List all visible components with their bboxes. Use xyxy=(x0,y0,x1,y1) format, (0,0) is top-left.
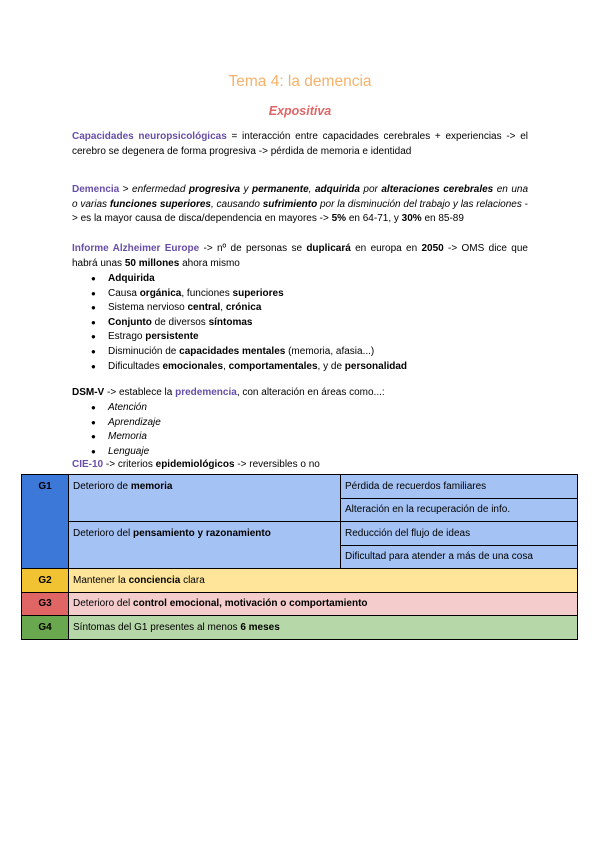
text: Adquirida xyxy=(108,273,155,284)
table-cell: Alteración en la recuperación de info. xyxy=(341,498,578,522)
text: pensamiento y razonamiento xyxy=(133,528,271,539)
table-cell xyxy=(69,475,341,522)
group-label-g3: G3 xyxy=(22,592,69,616)
list-item: ● Memoria xyxy=(72,430,528,445)
table-cell xyxy=(69,522,341,569)
text: Dificultades xyxy=(108,360,163,372)
areas-list xyxy=(72,401,528,459)
text: personalidad xyxy=(344,360,408,372)
text: en 64-71, y xyxy=(346,213,402,225)
text: sufrimiento xyxy=(262,198,318,210)
table-row xyxy=(22,522,578,546)
text: , y de xyxy=(317,360,345,372)
list-item: ● Atención xyxy=(72,401,528,416)
text: progresiva xyxy=(188,184,241,195)
text: síntomas xyxy=(208,316,253,328)
text: de diversos xyxy=(151,316,209,328)
text: memoria xyxy=(130,481,173,492)
paragraph-dsm xyxy=(72,386,528,401)
text: en una o varias xyxy=(72,184,529,210)
paragraph-capacidades xyxy=(72,130,528,159)
text: conciencia xyxy=(128,574,181,586)
page-subtitle: Expositiva xyxy=(268,104,332,118)
text: y xyxy=(240,184,252,195)
table-cell xyxy=(69,592,578,616)
paragraph-demencia xyxy=(72,183,528,227)
term-capacidades: Capacidades neuropsicológicas xyxy=(72,131,227,142)
text: por la disminución del trabajo y las relaciones xyxy=(317,198,522,210)
text: Estrago xyxy=(108,331,146,343)
list-item xyxy=(72,301,528,316)
text: duplicará xyxy=(306,243,351,254)
text: -> nº de personas se xyxy=(199,243,307,254)
table-row xyxy=(22,569,578,593)
text: Deterioro de xyxy=(73,481,131,492)
text: -> reversibles o no xyxy=(234,459,320,470)
text: 50 millones xyxy=(124,257,180,269)
group-label-g4: G4 xyxy=(22,616,69,640)
text: persistente xyxy=(145,331,199,343)
criteria-table xyxy=(21,474,578,640)
text: Causa xyxy=(108,287,140,299)
text: funciones superiores xyxy=(109,198,211,210)
table-cell: Pérdida de recuerdos familiares xyxy=(341,475,578,499)
term-dsm: DSM-V xyxy=(72,387,105,398)
text: , funciones xyxy=(181,287,233,299)
text: 30% xyxy=(401,213,422,225)
text: comportamentales xyxy=(228,360,318,372)
table-row xyxy=(22,475,578,499)
text: en europa en xyxy=(350,243,422,254)
list-item xyxy=(72,272,528,287)
text: , causando xyxy=(210,198,263,210)
list-item xyxy=(72,360,528,375)
page-title: Tema 4: la demencia xyxy=(228,73,372,90)
list-item xyxy=(72,287,528,302)
text: ahora mismo xyxy=(179,257,240,269)
list-item xyxy=(72,345,528,360)
list-item xyxy=(72,330,528,345)
text: Conjunto xyxy=(108,316,152,328)
text: orgánica xyxy=(139,287,182,299)
text: Mantener la xyxy=(73,574,129,586)
term-predemencia: predemencia xyxy=(175,387,237,398)
text: Deterioro del xyxy=(73,528,134,539)
text: , xyxy=(223,360,229,372)
text: Deterioro del xyxy=(73,598,134,610)
paragraph-informe xyxy=(72,242,528,271)
table-cell xyxy=(69,569,578,593)
text: permanente xyxy=(251,184,309,195)
table-row xyxy=(22,592,578,616)
text: Síntomas del G1 presentes al menos xyxy=(73,621,241,633)
capacidades-text: = interacción entre capacidades cerebrales + experiencias -> el cerebro se degenera de forma progresiva -> pérdida de memoria e identidad xyxy=(72,131,529,157)
text: clara xyxy=(180,574,205,586)
term-demencia: Demencia xyxy=(72,184,120,195)
text: central xyxy=(187,302,221,314)
list-item: ● Lenguaje xyxy=(72,445,528,460)
characteristics-list xyxy=(72,272,528,374)
table-row xyxy=(22,616,578,640)
text: 6 meses xyxy=(240,621,280,633)
text: Disminución de xyxy=(108,345,180,357)
text: en 85-89 xyxy=(421,213,464,225)
text: superiores xyxy=(232,287,284,299)
term-cie: CIE-10 xyxy=(72,459,104,470)
list-item: ● Aprendizaje xyxy=(72,416,528,431)
text: epidemiológicos xyxy=(155,459,235,470)
text: alteraciones cerebrales xyxy=(381,184,494,195)
text: adquirida xyxy=(314,184,360,195)
term-informe: Informe Alzheimer Europe xyxy=(72,243,200,254)
paragraph-cie xyxy=(72,458,528,473)
text: emocionales xyxy=(162,360,224,372)
text: 2050 xyxy=(421,243,444,254)
text: Sistema nervioso xyxy=(108,302,188,314)
text: , xyxy=(308,184,315,195)
text: -> criterios xyxy=(103,459,156,470)
text: enfermedad xyxy=(132,184,189,195)
text: -> es la mayor causa de disca/dependencia en mayores -> xyxy=(72,198,528,225)
text: por xyxy=(359,184,382,195)
text: -> establece la xyxy=(104,387,176,398)
table-cell xyxy=(69,616,578,640)
text: , xyxy=(220,302,226,314)
list-item xyxy=(72,316,528,331)
text: (memoria, afasia...) xyxy=(285,345,375,357)
group-label-g1: G1 xyxy=(22,475,69,569)
text: crónica xyxy=(225,302,262,314)
text: capacidades mentales xyxy=(179,345,286,357)
group-label-g2: G2 xyxy=(22,569,69,593)
table-cell: Reducción del flujo de ideas xyxy=(341,522,578,546)
text: 5% xyxy=(331,213,347,225)
text: control emocional, motivación o comportamiento xyxy=(133,598,368,610)
text: -> OMS dice que habrá unas xyxy=(72,243,528,269)
text: > xyxy=(119,184,133,195)
table-cell: Dificultad para atender a más de una cosa xyxy=(341,545,578,569)
text: , con alteración en áreas como...: xyxy=(236,387,385,398)
